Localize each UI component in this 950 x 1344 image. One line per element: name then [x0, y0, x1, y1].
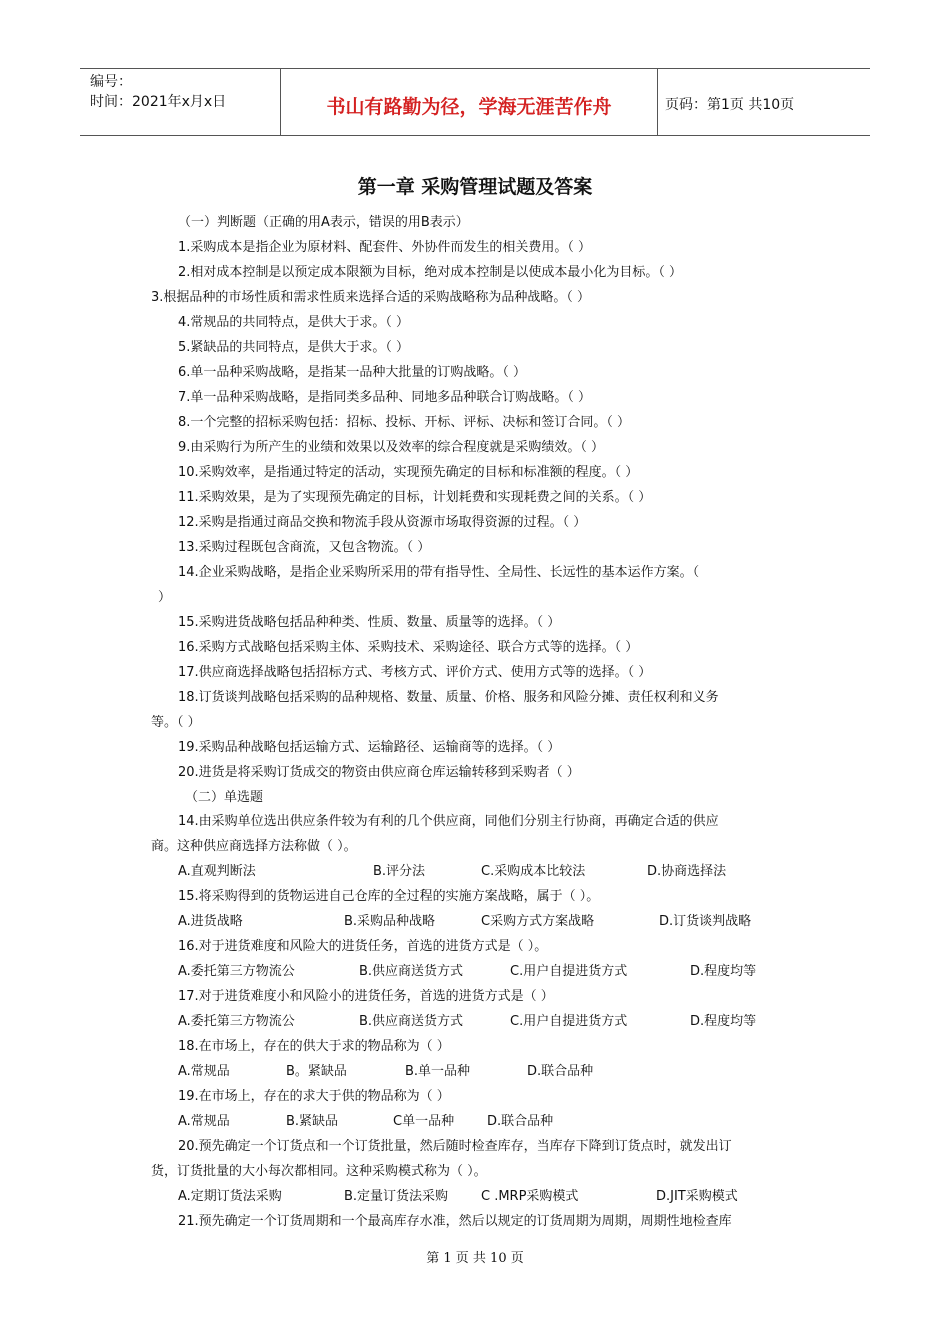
option: B.评分法 — [373, 864, 426, 879]
header-left-cell — [80, 69, 280, 135]
option: B.单一品种 — [405, 1064, 471, 1079]
header-motto-cell — [280, 69, 658, 135]
judgement-item: 9.由采购行为所产生的业绩和效果以及效率的综合程度就是采购绩效。（ ） — [178, 440, 605, 455]
judgement-item: 10.采购效率，是指通过特定的活动，实现预先确定的目标和标准额的程度。（ ） — [178, 465, 639, 480]
option: A.常规品 — [178, 1114, 230, 1129]
judgement-item-continued: 等。（ ） — [151, 715, 201, 730]
option: D.联合品种 — [527, 1064, 594, 1079]
single-question: 21.预先确定一个订货周期和一个最高库存水准，然后以规定的订货周期为周期，周期性地检查库 — [178, 1214, 732, 1229]
judgement-item: 11.采购效果，是为了实现预先确定的目标，计划耗费和实现耗费之间的关系。（ ） — [178, 490, 652, 505]
judgement-item: 2.相对成本控制是以预定成本限额为目标，绝对成本控制是以使成本最小化为目标。（ ） — [178, 265, 683, 280]
judgement-item: 4.常规品的共同特点，是供大于求。（ ） — [178, 315, 410, 330]
header-right-cell — [657, 69, 870, 135]
judgement-item: 19.采购品种战略包括运输方式、运输路径、运输商等的选择。（ ） — [178, 740, 561, 755]
option: C.采购成本比较法 — [481, 864, 586, 879]
single-question: 14.由采购单位选出供应条件较为有利的几个供应商，同他们分别主行协商，再确定合适的供应 — [178, 814, 719, 829]
judgement-item: 5.紧缺品的共同特点，是供大于求。（ ） — [178, 340, 410, 355]
judgement-item: 1.采购成本是指企业为原材料、配套件、外协件而发生的相关费用。（ ） — [178, 240, 592, 255]
option: C单一品种 — [393, 1114, 455, 1129]
option: A.进货战略 — [178, 914, 243, 929]
option: B。紧缺品 — [286, 1064, 347, 1079]
option: B.紧缺品 — [286, 1114, 339, 1129]
section2-heading: （二）单选题 — [185, 790, 264, 805]
option: B.采购品种战略 — [344, 914, 436, 929]
page-info: 页码：第1页 共10页 — [665, 97, 795, 113]
code-label: 编号： — [90, 74, 132, 90]
judgement-item: 17.供应商选择战略包括招标方式、考核方式、评价方式、使用方式等的选择。（ ） — [178, 665, 652, 680]
judgement-item: 14.企业采购战略，是指企业采购所采用的带有指导性、全局性、长远性的基本运作方案。（ — [178, 565, 700, 580]
option: A.委托第三方物流公 — [178, 964, 295, 979]
judgement-item: 16.采购方式战略包括采购主体、采购技术、采购途径、联合方式等的选择。（ ） — [178, 640, 639, 655]
option: D.程度均等 — [690, 1014, 757, 1029]
option: C .MRP采购模式 — [481, 1189, 579, 1204]
single-question-continued: 货，订货批量的大小每次都相同。这种采购模式称为（ ）。 — [151, 1164, 487, 1179]
single-question-continued: 商。这种供应商选择方法称做（ ）。 — [151, 839, 357, 854]
motto: 书山有路勤为径，学海无涯苦作舟 — [326, 96, 612, 118]
date-label: 时间：2021年x月x日 — [90, 94, 227, 110]
option: A.委托第三方物流公 — [178, 1014, 295, 1029]
page-header — [80, 68, 870, 136]
option: D.JIT采购模式 — [656, 1189, 738, 1204]
option: A.常规品 — [178, 1064, 230, 1079]
judgement-item: 12.采购是指通过商品交换和物流手段从资源市场取得资源的过程。（ ） — [178, 515, 587, 530]
single-question: 19.在市场上，存在的求大于供的物品称为（ ） — [178, 1089, 450, 1104]
option: D.程度均等 — [690, 964, 757, 979]
judgement-item-continued: ） — [158, 590, 172, 605]
judgement-item: 18.订货谈判战略包括采购的品种规格、数量、质量、价格、服务和风险分摊、责任权利和义务 — [178, 690, 719, 705]
option: D.联合品种 — [487, 1114, 554, 1129]
option: A.直观判断法 — [178, 864, 256, 879]
single-question: 15.将采购得到的货物运进自己仓库的全过程的实施方案战略，属于（ ）。 — [178, 889, 600, 904]
section1-heading: （一）判断题（正确的用A表示，错误的用B表示） — [178, 215, 469, 230]
option: B.供应商送货方式 — [359, 964, 464, 979]
document-title: 第一章 采购管理试题及答案 — [357, 176, 593, 198]
option: B.定量订货法采购 — [344, 1189, 449, 1204]
page-footer: 第 1 页 共 10 页 — [426, 1251, 524, 1266]
single-question: 18.在市场上，存在的供大于求的物品称为（ ） — [178, 1039, 450, 1054]
option: C采购方式方案战略 — [481, 914, 595, 929]
option: D.订货谈判战略 — [659, 914, 752, 929]
option: A.定期订货法采购 — [178, 1189, 282, 1204]
judgement-item: 6.单一品种采购战略，是指某一品种大批量的订购战略。（ ） — [178, 365, 527, 380]
option: C.用户自提进货方式 — [510, 1014, 628, 1029]
judgement-item: 20.进货是将采购订货成交的物资由供应商仓库运输转移到采购者（ ） — [178, 765, 580, 780]
judgement-item: 7.单一品种采购战略，是指同类多品种、同地多品种联合订购战略。（ ） — [178, 390, 592, 405]
single-question: 17.对于进货难度小和风险小的进货任务，首选的进货方式是（ ） — [178, 989, 554, 1004]
judgement-item: 3.根据品种的市场性质和需求性质来选择合适的采购战略称为品种战略。（ ） — [151, 290, 591, 305]
option: C.用户自提进货方式 — [510, 964, 628, 979]
judgement-item: 8.一个完整的招标采购包括：招标、投标、开标、评标、决标和签订合同。（ ） — [178, 415, 631, 430]
option: D.协商选择法 — [647, 864, 727, 879]
single-question: 16.对于进货难度和风险大的进货任务，首选的进货方式是（ ）。 — [178, 939, 548, 954]
judgement-item: 15.采购进货战略包括品种种类、性质、数量、质量等的选择。（ ） — [178, 615, 561, 630]
single-question: 20.预先确定一个订货点和一个订货批量，然后随时检查库存，当库存下降到订货点时，就发出订 — [178, 1139, 732, 1154]
judgement-item: 13.采购过程既包含商流，又包含物流。（ ） — [178, 540, 431, 555]
option: B.供应商送货方式 — [359, 1014, 464, 1029]
